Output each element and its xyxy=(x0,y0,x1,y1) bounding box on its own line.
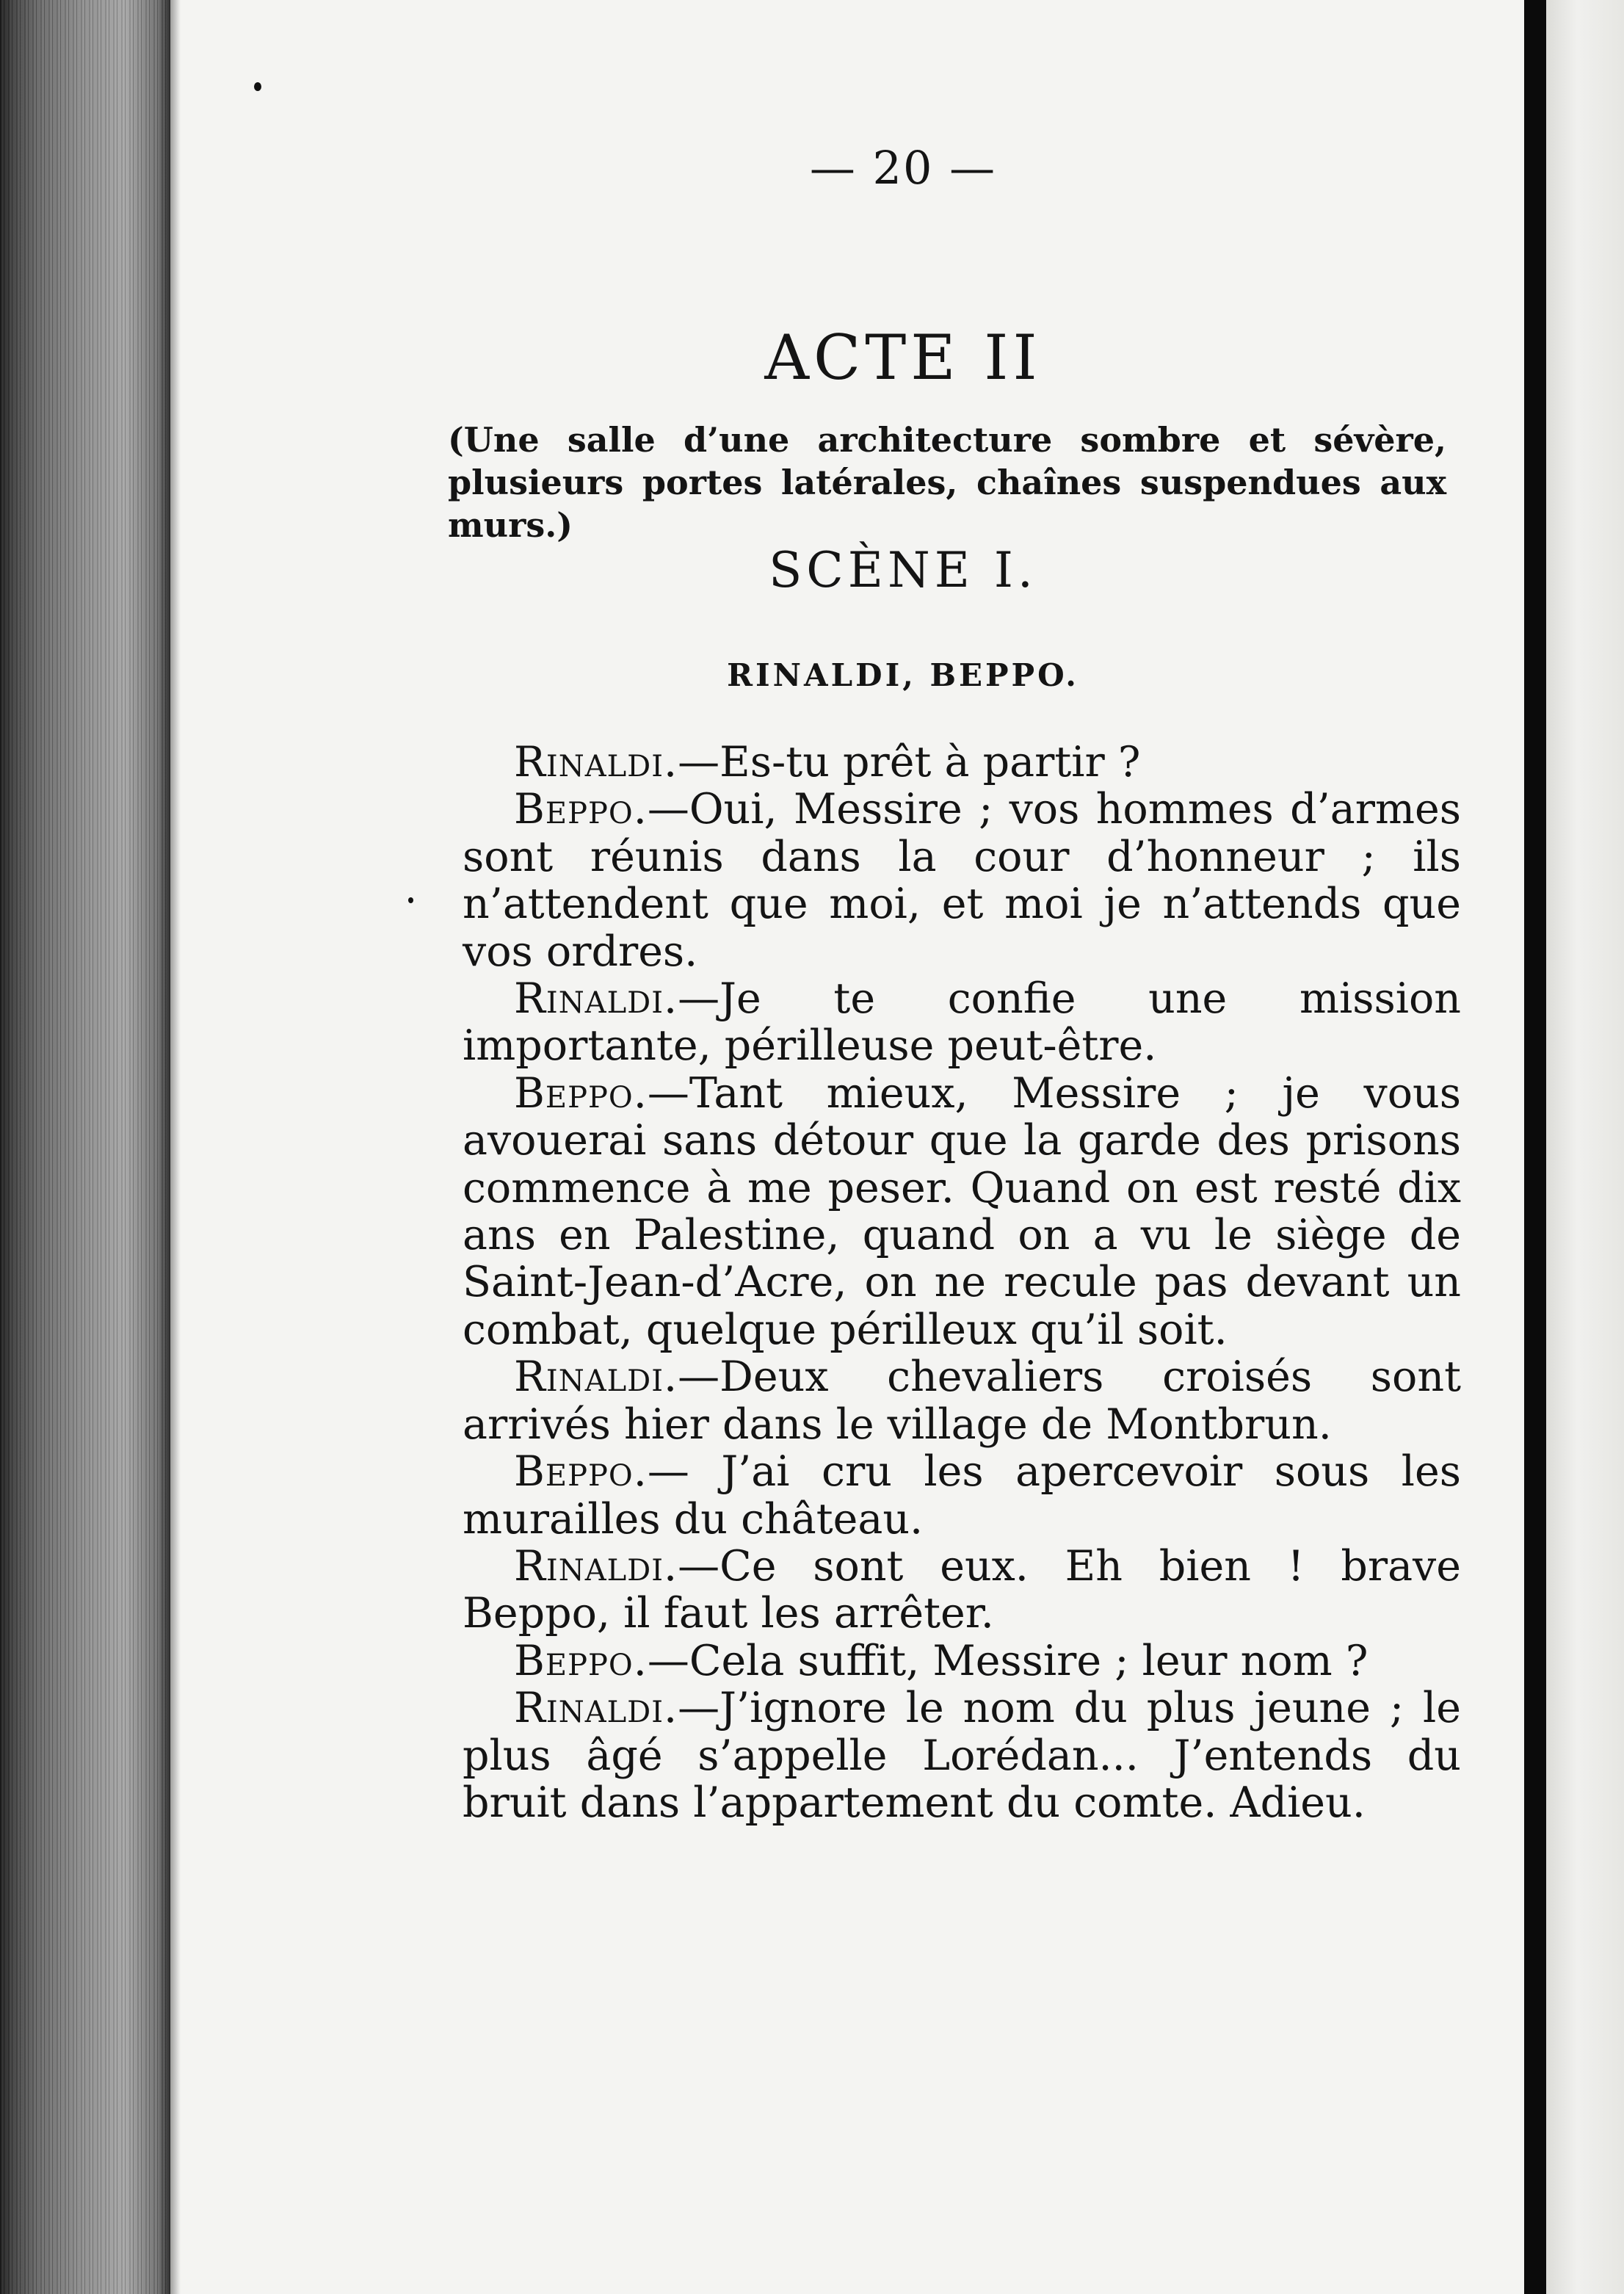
speaker-name: Rinaldi. xyxy=(514,1541,678,1591)
speech-line xyxy=(463,786,1461,975)
speech-text: — J’ai cru les apercevoir sous les murailles du château. xyxy=(463,1447,1461,1544)
speech-line xyxy=(463,1685,1461,1826)
speaker-name: Rinaldi. xyxy=(514,1684,678,1733)
speech-text: —Oui, Messire ; vos hommes d’armes sont réunis dans la cour d’honneur ; ils n’attendent que moi, et moi je n’attends que vos ordres. xyxy=(463,785,1461,976)
page-number: — 20 — xyxy=(809,141,997,195)
speech-text: —Es-tu prêt à partir ? xyxy=(678,738,1141,786)
speech-line xyxy=(463,1353,1461,1448)
stage-direction: (Une salle d’une architecture sombre et sévère, plusieurs portes latérales, chaînes suspendues aux murs.) xyxy=(448,420,1446,545)
speech-line xyxy=(463,1638,1461,1685)
scan-speck xyxy=(408,897,413,903)
speech-text: —Ce sont eux. Eh bien ! brave Beppo, il faut les arrêter. xyxy=(463,1541,1461,1638)
speaker-name: Rinaldi. xyxy=(514,974,678,1024)
speech-text: —Tant mieux, Messire ; je vous avouerai sans détour que la garde des prisons commence à me peser. Quand on est resté dix ans en Palestine, quand on a vu le siège de Saint-Jean-d’Acre, on ne recule pas devant un combat, quelque périlleux qu’il soit. xyxy=(463,1068,1461,1354)
speaker-name: Rinaldi. xyxy=(514,738,678,786)
speaker-name: Beppo. xyxy=(514,1636,648,1685)
scan-speck xyxy=(254,82,261,91)
speech-line xyxy=(463,1070,1461,1353)
speech-text: —Deux chevaliers croisés sont arrivés hier dans le village de Montbrun. xyxy=(463,1353,1461,1449)
scene-characters: RINALDI, BEPPO. xyxy=(727,657,1079,693)
speaker-name: Beppo. xyxy=(514,785,648,834)
act-title: ACTE II xyxy=(764,322,1042,394)
speech-line xyxy=(463,1448,1461,1543)
speech-text: —J’ignore le nom du plus jeune ; le plus âgé s’appelle Lorédan... J’entends du bruit dans l’appartement du comte. Adieu. xyxy=(463,1684,1461,1827)
speech-line xyxy=(463,1543,1461,1638)
scene-title: SCÈNE I. xyxy=(769,542,1037,598)
dialogue xyxy=(463,739,1461,1826)
speaker-name: Beppo. xyxy=(514,1068,648,1118)
speaker-name: Rinaldi. xyxy=(514,1353,678,1402)
speaker-name: Beppo. xyxy=(514,1447,648,1497)
speech-line xyxy=(463,739,1461,786)
speech-text: —Cela suffit, Messire ; leur nom ? xyxy=(647,1636,1369,1685)
speech-line xyxy=(463,975,1461,1070)
speech-text: —Je te confie une mission importante, périlleuse peut-être. xyxy=(463,974,1461,1071)
